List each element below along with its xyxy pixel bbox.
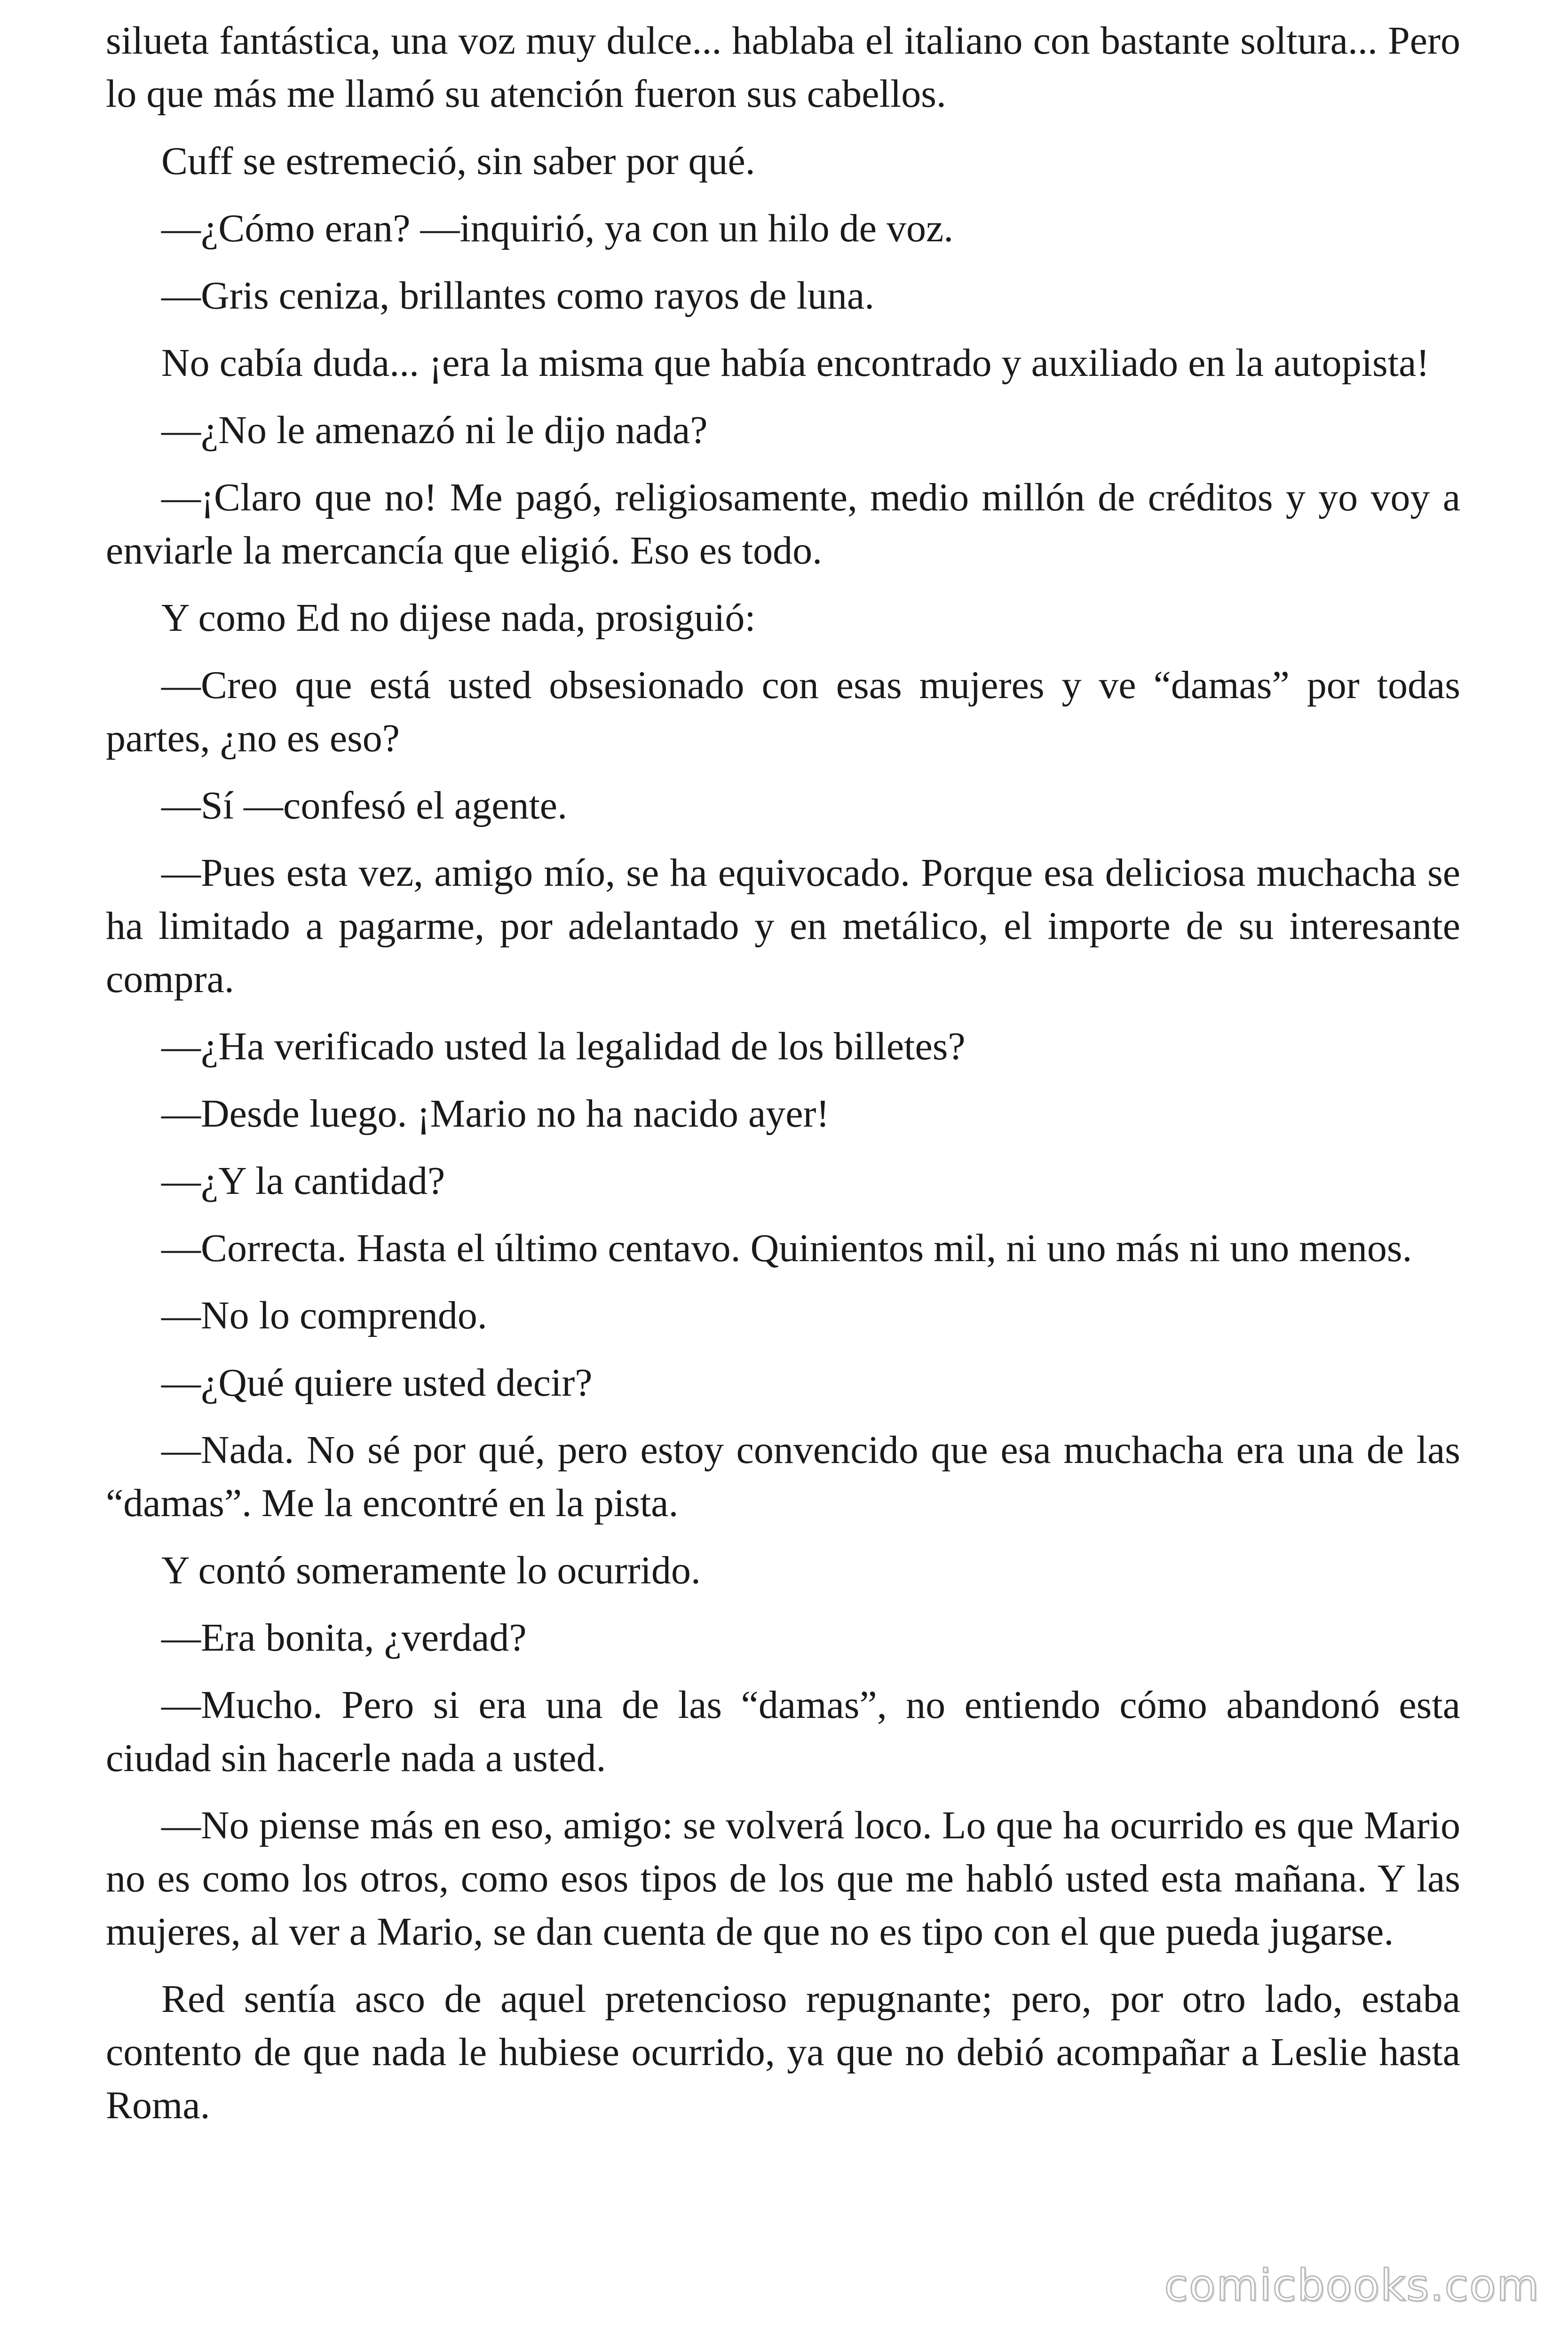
paragraph-6: —¿No le amenazó ni le dijo nada?: [161, 408, 708, 452]
paragraph-12: —¿Ha verificado usted la legalidad de los billetes?: [161, 1025, 966, 1068]
paragraph-9: —Creo que está usted obsesionado con esas mujeres y ve “damas” por todas partes, ¿no es eso?: [106, 663, 1460, 760]
paragraph-1: silueta fantástica, una voz muy dulce... hablaba el italiano con bastante soltura... Pero lo que más me llamó su atención fueron sus cabellos.: [106, 19, 1460, 116]
paragraph-2: Cuff se estremeció, sin saber por qué.: [161, 139, 755, 183]
paragraph-10: —Sí —confesó el agente.: [161, 784, 568, 827]
paragraph-18: —Nada. No sé por qué, pero estoy convencido que esa muchacha era una de las “damas”. Me la encontré en la pista.: [106, 1428, 1460, 1525]
paragraph-7: —¡Claro que no! Me pagó, religiosamente, medio millón de créditos y yo voy a enviarle la mercancía que eligió. Eso es todo.: [106, 476, 1460, 572]
watermark: comicbooks.com: [1164, 2260, 1540, 2311]
paragraph-15: —Correcta. Hasta el último centavo. Quinientos mil, ni uno más ni uno menos.: [161, 1226, 1412, 1270]
paragraph-4: —Gris ceniza, brillantes como rayos de luna.: [161, 274, 875, 318]
paragraph-17: —¿Qué quiere usted decir?: [161, 1361, 593, 1405]
paragraph-11: —Pues esta vez, amigo mío, se ha equivocado. Porque esa deliciosa muchacha se ha limitado a pagarme, por adelantado y en metálico, el importe de su interesante compra.: [106, 851, 1460, 1001]
paragraph-13: —Desde luego. ¡Mario no ha nacido ayer!: [161, 1092, 830, 1136]
paragraph-8: Y como Ed no dijese nada, prosiguió:: [161, 596, 756, 640]
body-text: [106, 14, 1460, 2146]
paragraph-20: —Era bonita, ¿verdad?: [161, 1616, 527, 1660]
paragraph-3: —¿Cómo eran? —inquirió, ya con un hilo de voz.: [161, 207, 954, 250]
paragraph-23: Red sentía asco de aquel pretencioso repugnante; pero, por otro lado, estaba contento de que nada le hubiese ocurrido, ya que no debió acompañar a Leslie hasta Roma.: [106, 1977, 1460, 2127]
paragraph-22: —No piense más en eso, amigo: se volverá loco. Lo que ha ocurrido es que Mario no es como los otros, como esos tipos de los que me habló usted esta mañana. Y las mujeres, al ver a Mario, se dan cuenta de que no es tipo con el que pueda jugarse.: [106, 1804, 1460, 1954]
paragraph-21: —Mucho. Pero si era una de las “damas”, no entiendo cómo abandonó esta ciudad sin hacerle nada a usted.: [106, 1683, 1460, 1780]
paragraph-19: Y contó someramente lo ocurrido.: [161, 1549, 701, 1592]
paragraph-14: —¿Y la cantidad?: [161, 1159, 445, 1203]
paragraph-16: —No lo comprendo.: [161, 1294, 487, 1337]
paragraph-5: No cabía duda... ¡era la misma que había encontrado y auxiliado en la autopista!: [161, 341, 1430, 385]
